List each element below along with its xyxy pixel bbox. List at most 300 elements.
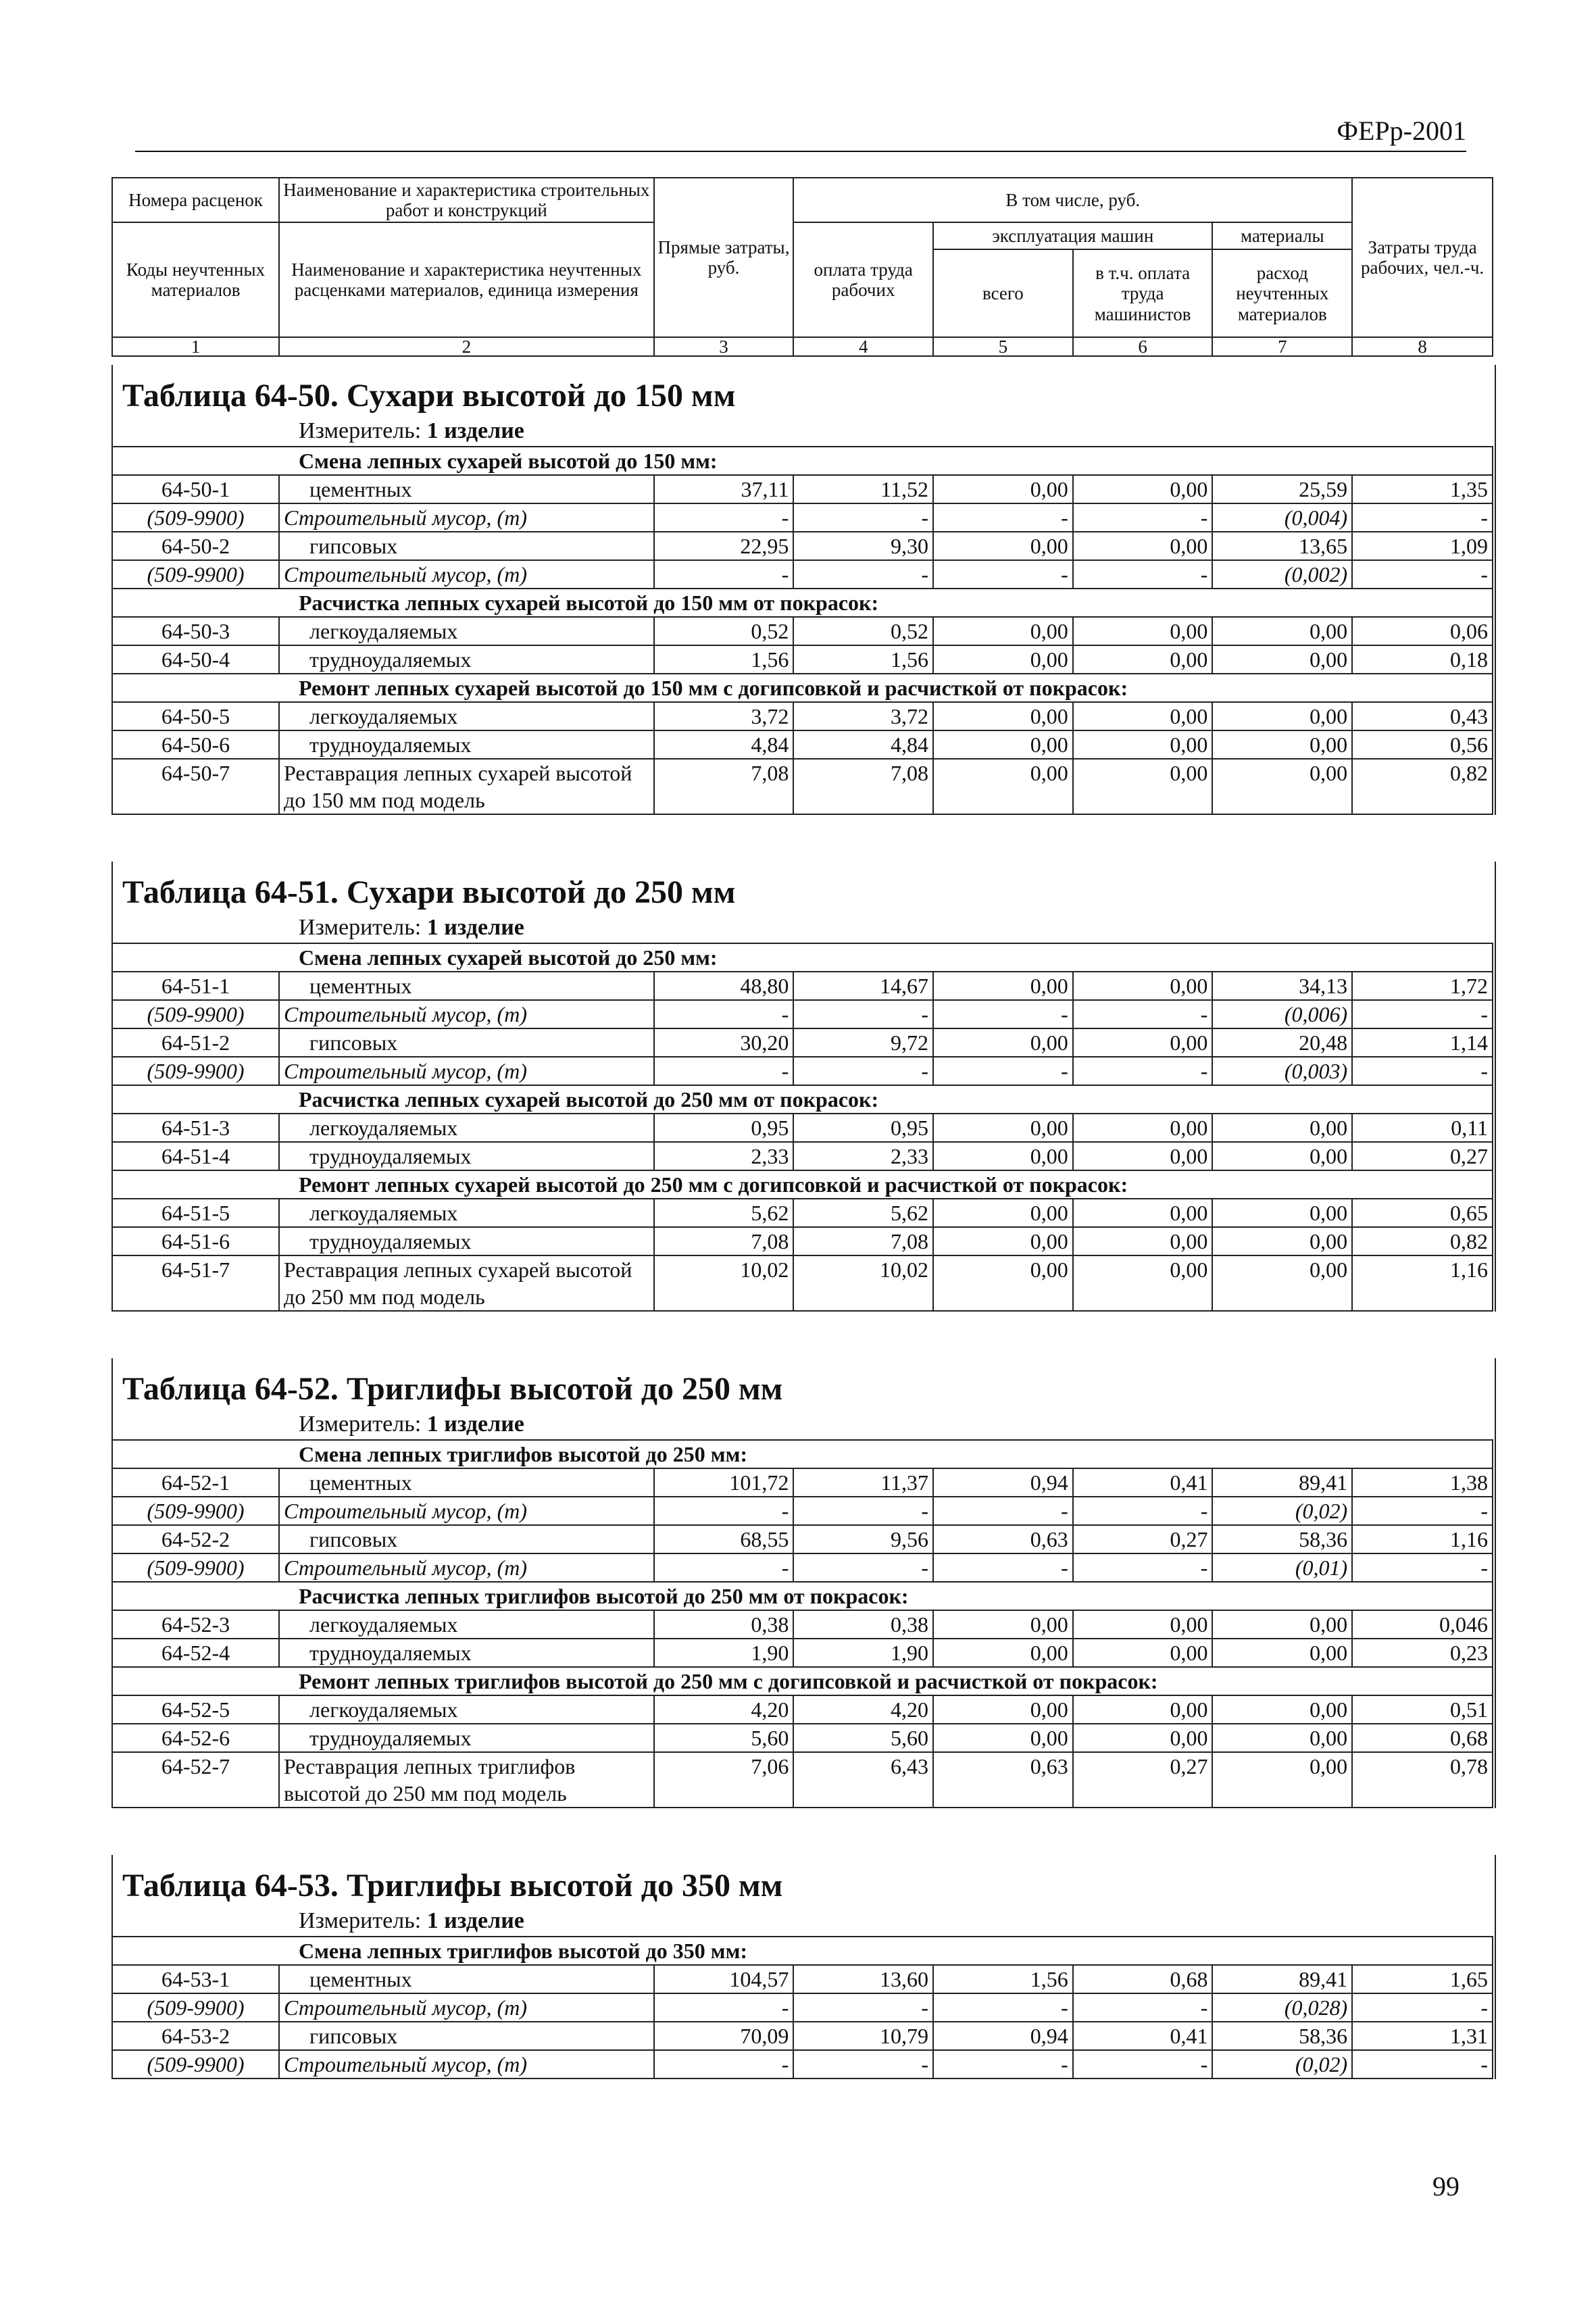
rate-name: Реставрация лепных сухарей высотой до 250 мм под модель bbox=[279, 1255, 654, 1311]
material-name: Строительный мусор, (т) bbox=[279, 560, 654, 589]
rate-code: 64-50-4 bbox=[112, 645, 279, 674]
rate-row bbox=[112, 1610, 1493, 1639]
header-direct-costs: Прямые затраты, руб. bbox=[654, 178, 794, 337]
value-cell: - bbox=[654, 560, 794, 589]
rate-row bbox=[112, 1724, 1493, 1752]
rate-code: 64-52-1 bbox=[112, 1468, 279, 1497]
value-cell: 0,00 bbox=[933, 1695, 1073, 1724]
rate-code: 64-53-2 bbox=[112, 2022, 279, 2050]
column-header-table bbox=[111, 177, 1493, 357]
group-heading-row bbox=[112, 1937, 1493, 1965]
material-name: Строительный мусор, (т) bbox=[279, 1553, 654, 1582]
value-cell: 89,41 bbox=[1212, 1468, 1352, 1497]
rate-code: 64-51-1 bbox=[112, 972, 279, 1000]
value-cell: 0,63 bbox=[933, 1752, 1073, 1808]
value-cell: 0,41 bbox=[1073, 2022, 1213, 2050]
section-title: Таблица 64-52. Триглифы высотой до 250 мм bbox=[122, 1371, 783, 1407]
value-cell: 0,63 bbox=[933, 1525, 1073, 1553]
rate-row bbox=[112, 730, 1493, 759]
value-cell: 0,00 bbox=[1212, 1695, 1352, 1724]
rate-code: 64-51-7 bbox=[112, 1255, 279, 1311]
value-cell: 0,00 bbox=[1073, 1695, 1213, 1724]
rates-table bbox=[111, 1439, 1493, 1808]
value-cell: 13,65 bbox=[1212, 532, 1352, 560]
section-title: Таблица 64-50. Сухари высотой до 150 мм bbox=[122, 378, 736, 414]
rate-row bbox=[112, 1028, 1493, 1057]
value-cell: 1,90 bbox=[654, 1639, 794, 1667]
value-cell: - bbox=[1073, 1497, 1213, 1525]
header-machines: эксплуатация машин bbox=[933, 222, 1212, 249]
rate-name: легкоудаляемых bbox=[279, 1199, 654, 1227]
rate-name: трудноудаляемых bbox=[279, 1724, 654, 1752]
value-cell: 0,00 bbox=[1073, 1227, 1213, 1255]
group-heading-row bbox=[112, 589, 1493, 617]
value-cell: (0,006) bbox=[1212, 1000, 1352, 1028]
value-cell: - bbox=[933, 2050, 1073, 2078]
value-cell: 1,90 bbox=[793, 1639, 933, 1667]
value-cell: 11,52 bbox=[793, 475, 933, 503]
material-code: (509-9900) bbox=[112, 560, 279, 589]
value-cell: (0,02) bbox=[1212, 2050, 1352, 2078]
value-cell: 34,13 bbox=[1212, 972, 1352, 1000]
material-name: Строительный мусор, (т) bbox=[279, 503, 654, 532]
value-cell: 101,72 bbox=[654, 1468, 794, 1497]
column-number: 6 bbox=[1073, 337, 1213, 356]
value-cell: 0,00 bbox=[1212, 1142, 1352, 1170]
rate-code: 64-52-5 bbox=[112, 1695, 279, 1724]
value-cell: (0,004) bbox=[1212, 503, 1352, 532]
value-cell: 0,00 bbox=[933, 759, 1073, 814]
value-cell: 37,11 bbox=[654, 475, 794, 503]
value-cell: 0,95 bbox=[793, 1114, 933, 1142]
value-cell: 0,68 bbox=[1073, 1965, 1213, 1993]
value-cell: 0,00 bbox=[1073, 1114, 1213, 1142]
value-cell: 1,16 bbox=[1352, 1525, 1493, 1553]
rate-name: цементных bbox=[279, 972, 654, 1000]
value-cell: 48,80 bbox=[654, 972, 794, 1000]
value-cell: 20,48 bbox=[1212, 1028, 1352, 1057]
rate-name: легкоудаляемых bbox=[279, 1114, 654, 1142]
rate-name: трудноудаляемых bbox=[279, 730, 654, 759]
value-cell: 0,00 bbox=[1073, 1639, 1213, 1667]
rate-row bbox=[112, 759, 1493, 814]
value-cell: 0,65 bbox=[1352, 1199, 1493, 1227]
value-cell: 0,78 bbox=[1352, 1752, 1493, 1808]
value-cell: 7,08 bbox=[793, 759, 933, 814]
material-code: (509-9900) bbox=[112, 1000, 279, 1028]
group-heading-row bbox=[112, 1085, 1493, 1114]
value-cell: 0,00 bbox=[1073, 617, 1213, 645]
material-row bbox=[112, 1000, 1493, 1028]
material-row bbox=[112, 560, 1493, 589]
rate-row bbox=[112, 617, 1493, 645]
rate-row bbox=[112, 1639, 1493, 1667]
value-cell: 0,00 bbox=[933, 475, 1073, 503]
value-cell: 0,00 bbox=[1212, 617, 1352, 645]
value-cell: 0,11 bbox=[1352, 1114, 1493, 1142]
header-materials: материалы bbox=[1212, 222, 1352, 249]
value-cell: - bbox=[654, 1553, 794, 1582]
value-cell: 0,51 bbox=[1352, 1695, 1493, 1724]
value-cell: 5,60 bbox=[654, 1724, 794, 1752]
value-cell: 0,00 bbox=[933, 1142, 1073, 1170]
value-cell: - bbox=[1352, 1057, 1493, 1085]
value-cell: 0,00 bbox=[933, 1639, 1073, 1667]
group-heading: Смена лепных сухарей высотой до 150 мм: bbox=[112, 447, 1493, 475]
rate-row bbox=[112, 1468, 1493, 1497]
rates-table bbox=[111, 943, 1493, 1312]
value-cell: 4,20 bbox=[793, 1695, 933, 1724]
material-code: (509-9900) bbox=[112, 1553, 279, 1582]
value-cell: 14,67 bbox=[793, 972, 933, 1000]
rate-code: 64-50-5 bbox=[112, 702, 279, 730]
rate-row bbox=[112, 1142, 1493, 1170]
header-total: всего bbox=[933, 249, 1073, 337]
value-cell: - bbox=[1073, 1000, 1213, 1028]
value-cell: 13,60 bbox=[793, 1965, 933, 1993]
value-cell: 1,35 bbox=[1352, 475, 1493, 503]
value-cell: 0,00 bbox=[1073, 532, 1213, 560]
value-cell: 0,06 bbox=[1352, 617, 1493, 645]
value-cell: - bbox=[1352, 2050, 1493, 2078]
header-rate-numbers: Номера расценок bbox=[112, 178, 279, 222]
rate-row bbox=[112, 1525, 1493, 1553]
value-cell: - bbox=[1352, 1553, 1493, 1582]
rate-name: цементных bbox=[279, 1965, 654, 1993]
rate-code: 64-52-2 bbox=[112, 1525, 279, 1553]
rate-row bbox=[112, 1965, 1493, 1993]
header-including: В том числе, руб. bbox=[793, 178, 1352, 222]
rate-name: гипсовых bbox=[279, 1525, 654, 1553]
value-cell: 10,79 bbox=[793, 2022, 933, 2050]
value-cell: 89,41 bbox=[1212, 1965, 1352, 1993]
group-heading: Расчистка лепных сухарей высотой до 150 мм от покрасок: bbox=[112, 589, 1493, 617]
column-number: 1 bbox=[112, 337, 279, 356]
value-cell: - bbox=[1352, 1993, 1493, 2022]
material-row bbox=[112, 2050, 1493, 2078]
value-cell: 5,60 bbox=[793, 1724, 933, 1752]
document-code: ФЕРр-2001 bbox=[135, 115, 1466, 152]
value-cell: - bbox=[1352, 503, 1493, 532]
section-title: Таблица 64-53. Триглифы высотой до 350 мм bbox=[122, 1868, 783, 1903]
rate-code: 64-50-3 bbox=[112, 617, 279, 645]
group-heading-row bbox=[112, 1667, 1493, 1695]
value-cell: - bbox=[1073, 1553, 1213, 1582]
value-cell: - bbox=[793, 1000, 933, 1028]
value-cell: 9,30 bbox=[793, 532, 933, 560]
table-64-51-section bbox=[111, 862, 1496, 1312]
value-cell: 3,72 bbox=[654, 702, 794, 730]
rate-row bbox=[112, 2022, 1493, 2050]
section-meter: Измеритель: 1 изделие bbox=[299, 418, 524, 443]
rate-name: гипсовых bbox=[279, 2022, 654, 2050]
value-cell: 0,00 bbox=[1212, 1752, 1352, 1808]
header-worker-pay: оплата труда рабочих bbox=[793, 222, 933, 337]
value-cell: - bbox=[933, 1497, 1073, 1525]
value-cell: 9,72 bbox=[793, 1028, 933, 1057]
value-cell: 0,00 bbox=[933, 1724, 1073, 1752]
value-cell: 4,84 bbox=[654, 730, 794, 759]
value-cell: 0,00 bbox=[1073, 1610, 1213, 1639]
material-name: Строительный мусор, (т) bbox=[279, 2050, 654, 2078]
value-cell: 30,20 bbox=[654, 1028, 794, 1057]
value-cell: 0,43 bbox=[1352, 702, 1493, 730]
value-cell: 0,00 bbox=[933, 532, 1073, 560]
value-cell: 0,27 bbox=[1352, 1142, 1493, 1170]
value-cell: 0,18 bbox=[1352, 645, 1493, 674]
rate-row bbox=[112, 475, 1493, 503]
value-cell: 0,00 bbox=[1212, 1199, 1352, 1227]
value-cell: 0,00 bbox=[1073, 1028, 1213, 1057]
value-cell: 1,56 bbox=[793, 645, 933, 674]
group-heading: Ремонт лепных сухарей высотой до 250 мм с догипсовкой и расчисткой от покрасок: bbox=[112, 1170, 1493, 1199]
value-cell: - bbox=[1352, 1497, 1493, 1525]
rate-name: трудноудаляемых bbox=[279, 1227, 654, 1255]
value-cell: 0,00 bbox=[1212, 1610, 1352, 1639]
value-cell: 4,84 bbox=[793, 730, 933, 759]
value-cell: 7,08 bbox=[654, 1227, 794, 1255]
value-cell: 0,00 bbox=[933, 730, 1073, 759]
value-cell: 0,00 bbox=[1073, 702, 1213, 730]
value-cell: 7,08 bbox=[793, 1227, 933, 1255]
group-heading-row bbox=[112, 1440, 1493, 1468]
rate-code: 64-52-7 bbox=[112, 1752, 279, 1808]
value-cell: 0,38 bbox=[654, 1610, 794, 1639]
value-cell: - bbox=[654, 2050, 794, 2078]
value-cell: 0,00 bbox=[933, 1255, 1073, 1311]
value-cell: - bbox=[1073, 2050, 1213, 2078]
value-cell: 0,00 bbox=[1212, 1227, 1352, 1255]
value-cell: - bbox=[933, 1000, 1073, 1028]
rate-name: легкоудаляемых bbox=[279, 702, 654, 730]
value-cell: 0,046 bbox=[1352, 1610, 1493, 1639]
value-cell: (0,02) bbox=[1212, 1497, 1352, 1525]
rate-name: легкоудаляемых bbox=[279, 617, 654, 645]
rate-code: 64-51-2 bbox=[112, 1028, 279, 1057]
value-cell: 0,00 bbox=[1073, 475, 1213, 503]
value-cell: (0,002) bbox=[1212, 560, 1352, 589]
material-row bbox=[112, 1497, 1493, 1525]
rate-name: Реставрация лепных сухарей высотой до 150 мм под модель bbox=[279, 759, 654, 814]
rate-name: гипсовых bbox=[279, 532, 654, 560]
value-cell: 0,00 bbox=[1212, 1724, 1352, 1752]
material-name: Строительный мусор, (т) bbox=[279, 1000, 654, 1028]
rate-code: 64-51-5 bbox=[112, 1199, 279, 1227]
rate-name: Реставрация лепных триглифов высотой до 250 мм под модель bbox=[279, 1752, 654, 1808]
value-cell: - bbox=[1352, 560, 1493, 589]
value-cell: - bbox=[933, 1553, 1073, 1582]
header-consumption: расход неучтенных материалов bbox=[1212, 249, 1352, 337]
value-cell: 0,00 bbox=[933, 645, 1073, 674]
value-cell: - bbox=[933, 560, 1073, 589]
header-labor: Затраты труда рабочих, чел.-ч. bbox=[1352, 178, 1493, 337]
header-work-name: Наименование и характеристика строительных работ и конструкций bbox=[279, 178, 654, 222]
rate-row bbox=[112, 1199, 1493, 1227]
rates-table bbox=[111, 1936, 1493, 2079]
rate-row bbox=[112, 1752, 1493, 1808]
rate-row bbox=[112, 532, 1493, 560]
table-64-53-section bbox=[111, 1855, 1496, 2079]
group-heading: Расчистка лепных сухарей высотой до 250 мм от покрасок: bbox=[112, 1085, 1493, 1114]
material-code: (509-9900) bbox=[112, 1993, 279, 2022]
value-cell: 58,36 bbox=[1212, 1525, 1352, 1553]
table-64-52-section bbox=[111, 1358, 1496, 1808]
value-cell: 68,55 bbox=[654, 1525, 794, 1553]
material-name: Строительный мусор, (т) bbox=[279, 1497, 654, 1525]
value-cell: 0,00 bbox=[1212, 702, 1352, 730]
value-cell: 1,09 bbox=[1352, 532, 1493, 560]
value-cell: 1,14 bbox=[1352, 1028, 1493, 1057]
rates-table bbox=[111, 446, 1493, 815]
value-cell: 0,00 bbox=[933, 702, 1073, 730]
value-cell: - bbox=[933, 1993, 1073, 2022]
value-cell: - bbox=[793, 1497, 933, 1525]
value-cell: (0,028) bbox=[1212, 1993, 1352, 2022]
header-material-codes: Коды неучтенных материалов bbox=[112, 222, 279, 337]
rate-row bbox=[112, 972, 1493, 1000]
group-heading: Расчистка лепных триглифов высотой до 250 мм от покрасок: bbox=[112, 1582, 1493, 1610]
value-cell: 0,38 bbox=[793, 1610, 933, 1639]
value-cell: 0,94 bbox=[933, 1468, 1073, 1497]
rate-code: 64-52-6 bbox=[112, 1724, 279, 1752]
group-heading: Смена лепных сухарей высотой до 250 мм: bbox=[112, 943, 1493, 972]
value-cell: 58,36 bbox=[1212, 2022, 1352, 2050]
value-cell: 0,00 bbox=[1073, 730, 1213, 759]
value-cell: 0,00 bbox=[1212, 759, 1352, 814]
value-cell: - bbox=[933, 503, 1073, 532]
value-cell: 1,56 bbox=[933, 1965, 1073, 1993]
group-heading: Ремонт лепных триглифов высотой до 250 мм с догипсовкой и расчисткой от покрасок: bbox=[112, 1667, 1493, 1695]
value-cell: 0,56 bbox=[1352, 730, 1493, 759]
rate-name: гипсовых bbox=[279, 1028, 654, 1057]
material-code: (509-9900) bbox=[112, 2050, 279, 2078]
rate-name: цементных bbox=[279, 1468, 654, 1497]
group-heading-row bbox=[112, 674, 1493, 702]
value-cell: 5,62 bbox=[793, 1199, 933, 1227]
material-name: Строительный мусор, (т) bbox=[279, 1057, 654, 1085]
rate-name: трудноудаляемых bbox=[279, 1639, 654, 1667]
rate-code: 64-52-3 bbox=[112, 1610, 279, 1639]
rate-code: 64-51-4 bbox=[112, 1142, 279, 1170]
group-heading-row bbox=[112, 447, 1493, 475]
value-cell: 2,33 bbox=[793, 1142, 933, 1170]
value-cell: (0,003) bbox=[1212, 1057, 1352, 1085]
rate-code: 64-50-7 bbox=[112, 759, 279, 814]
value-cell: 11,37 bbox=[793, 1468, 933, 1497]
material-row bbox=[112, 1057, 1493, 1085]
column-number: 3 bbox=[654, 337, 794, 356]
value-cell: 6,43 bbox=[793, 1752, 933, 1808]
rate-name: трудноудаляемых bbox=[279, 645, 654, 674]
rate-name: легкоудаляемых bbox=[279, 1695, 654, 1724]
value-cell: 0,95 bbox=[654, 1114, 794, 1142]
value-cell: - bbox=[793, 503, 933, 532]
section-title: Таблица 64-51. Сухари высотой до 250 мм bbox=[122, 874, 736, 910]
value-cell: 0,00 bbox=[1073, 1724, 1213, 1752]
value-cell: 0,00 bbox=[933, 972, 1073, 1000]
value-cell: 1,56 bbox=[654, 645, 794, 674]
group-heading-row bbox=[112, 1170, 1493, 1199]
material-code: (509-9900) bbox=[112, 1057, 279, 1085]
value-cell: 0,00 bbox=[933, 1114, 1073, 1142]
value-cell: - bbox=[654, 1000, 794, 1028]
value-cell: 0,27 bbox=[1073, 1525, 1213, 1553]
rate-code: 64-53-1 bbox=[112, 1965, 279, 1993]
material-row bbox=[112, 1553, 1493, 1582]
value-cell: 0,00 bbox=[1212, 1114, 1352, 1142]
value-cell: - bbox=[654, 503, 794, 532]
value-cell: 0,00 bbox=[1073, 759, 1213, 814]
group-heading: Смена лепных триглифов высотой до 350 мм: bbox=[112, 1937, 1493, 1965]
value-cell: 0,23 bbox=[1352, 1639, 1493, 1667]
column-number: 4 bbox=[793, 337, 933, 356]
material-row bbox=[112, 503, 1493, 532]
rate-code: 64-50-1 bbox=[112, 475, 279, 503]
value-cell: 1,72 bbox=[1352, 972, 1493, 1000]
value-cell: 0,52 bbox=[654, 617, 794, 645]
rate-code: 64-50-2 bbox=[112, 532, 279, 560]
value-cell: - bbox=[654, 1497, 794, 1525]
value-cell: 104,57 bbox=[654, 1965, 794, 1993]
material-code: (509-9900) bbox=[112, 1497, 279, 1525]
column-number: 5 bbox=[933, 337, 1073, 356]
material-name: Строительный мусор, (т) bbox=[279, 1993, 654, 2022]
column-number: 2 bbox=[279, 337, 654, 356]
value-cell: - bbox=[1352, 1000, 1493, 1028]
rate-row bbox=[112, 645, 1493, 674]
value-cell: 0,00 bbox=[1073, 645, 1213, 674]
value-cell: 0,00 bbox=[1073, 972, 1213, 1000]
value-cell: 0,00 bbox=[1073, 1199, 1213, 1227]
section-meter: Измеритель: 1 изделие bbox=[299, 1908, 524, 1933]
rate-code: 64-51-6 bbox=[112, 1227, 279, 1255]
value-cell: 0,00 bbox=[1073, 1255, 1213, 1311]
rate-code: 64-50-6 bbox=[112, 730, 279, 759]
value-cell: 0,00 bbox=[1212, 730, 1352, 759]
table-64-50-section bbox=[111, 365, 1496, 815]
value-cell: 0,00 bbox=[933, 1610, 1073, 1639]
value-cell: 1,38 bbox=[1352, 1468, 1493, 1497]
header-machinist-pay: в т.ч. оплата труда машинистов bbox=[1073, 249, 1213, 337]
value-cell: - bbox=[1073, 503, 1213, 532]
value-cell: 0,00 bbox=[1212, 1255, 1352, 1311]
rate-code: 64-52-4 bbox=[112, 1639, 279, 1667]
value-cell: 0,27 bbox=[1073, 1752, 1213, 1808]
value-cell: 7,08 bbox=[654, 759, 794, 814]
group-heading-row bbox=[112, 943, 1493, 972]
material-code: (509-9900) bbox=[112, 503, 279, 532]
value-cell: - bbox=[1073, 1057, 1213, 1085]
value-cell: 1,31 bbox=[1352, 2022, 1493, 2050]
column-numbers-row bbox=[112, 337, 1493, 356]
value-cell: 0,00 bbox=[933, 1199, 1073, 1227]
value-cell: - bbox=[793, 1057, 933, 1085]
rate-row bbox=[112, 1695, 1493, 1724]
value-cell: - bbox=[1073, 560, 1213, 589]
value-cell: 9,56 bbox=[793, 1525, 933, 1553]
value-cell: - bbox=[793, 1993, 933, 2022]
value-cell: 7,06 bbox=[654, 1752, 794, 1808]
header-material-names: Наименование и характеристика неучтенных расценками материалов, единица измерения bbox=[279, 222, 654, 337]
value-cell: - bbox=[654, 1993, 794, 2022]
value-cell: 0,00 bbox=[933, 1028, 1073, 1057]
rate-row bbox=[112, 1114, 1493, 1142]
value-cell: - bbox=[793, 2050, 933, 2078]
value-cell: 0,00 bbox=[933, 1227, 1073, 1255]
value-cell: 2,33 bbox=[654, 1142, 794, 1170]
value-cell: 0,82 bbox=[1352, 759, 1493, 814]
column-number: 7 bbox=[1212, 337, 1352, 356]
